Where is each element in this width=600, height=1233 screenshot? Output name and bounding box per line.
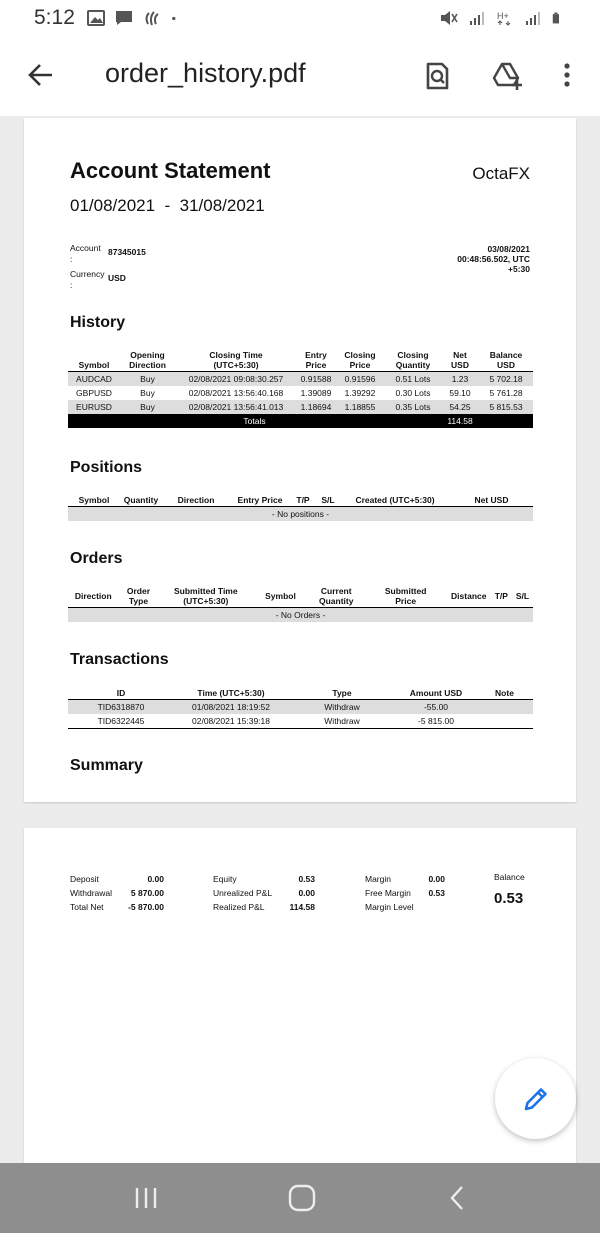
history-cell: 02/08/2021 13:56:40.168 [188, 388, 284, 398]
transactions-col-header: ID [116, 688, 126, 698]
history-row [68, 386, 533, 400]
summary-col-1 [70, 872, 164, 914]
orders-col-header [491, 585, 512, 608]
header-line: Quantity [395, 360, 431, 370]
balance-value: 0.53 [494, 890, 524, 907]
transaction-row [68, 700, 533, 715]
history-col-header [120, 349, 175, 372]
summary-key: Margin [365, 874, 391, 884]
add-to-drive-icon[interactable] [490, 56, 526, 96]
positions-col-header: Entry Price [237, 495, 283, 505]
history-totals-row [68, 414, 533, 428]
transactions-col-header: Type [332, 688, 352, 698]
statement-date-range: 01/08/2021 - 31/08/2021 [70, 196, 265, 215]
header-line: Direction [74, 591, 112, 601]
summary-row [70, 900, 164, 914]
search-document-icon[interactable] [420, 56, 454, 96]
header-line: Symbol [265, 591, 296, 601]
transactions-heading: Transactions [70, 651, 169, 668]
positions-col-header: Symbol [78, 495, 110, 505]
home-icon[interactable] [282, 1183, 322, 1213]
header-line: (UTC+5:30) [213, 360, 259, 370]
summary-key: Equity [213, 874, 237, 884]
header-line: USD [497, 360, 515, 370]
history-cell: 59.10 [449, 388, 471, 398]
history-cell: 0.91596 [335, 372, 385, 387]
history-cell: 1.39089 [300, 388, 332, 398]
pdf-page-2 [24, 828, 576, 1168]
history-cell: Buy [120, 372, 175, 387]
transactions-col-header: Amount USD [409, 688, 463, 698]
statement-generated-date [457, 244, 530, 274]
history-row [68, 372, 533, 387]
header-line: Distance [451, 591, 487, 601]
summary-value: 0.53 [428, 888, 445, 898]
summary-value: 0.53 [298, 874, 315, 884]
header-line: Quantity [318, 596, 354, 606]
positions-col-header: Quantity [123, 495, 159, 505]
history-col-header [479, 349, 533, 372]
history-cell: Buy [120, 400, 175, 414]
header-line: Opening [130, 350, 165, 360]
header-line: Direction [129, 360, 166, 370]
navigation-bar [0, 1163, 600, 1233]
history-cell: 0.91588 [297, 372, 335, 387]
signal-icon [468, 10, 486, 26]
header-line: Entry [305, 350, 327, 360]
header-line: Closing Time [209, 350, 263, 360]
positions-table [68, 494, 533, 521]
orders-col-header [118, 585, 158, 608]
currency-colon: : [70, 280, 73, 290]
header-line: Submitted [384, 586, 427, 596]
header-line: Closing [344, 350, 376, 360]
history-cell: 02/08/2021 09:08:30.257 [175, 372, 297, 387]
header-line: Balance [489, 350, 523, 360]
currency-value: USD [108, 273, 126, 283]
history-row [68, 400, 533, 414]
summary-value: -5 870.00 [128, 902, 164, 912]
header-line: T/P [494, 591, 508, 601]
history-cell: 1.18694 [297, 400, 335, 414]
transaction-cell: TID6322445 [68, 714, 174, 729]
history-cell: 54.25 [441, 400, 479, 414]
header-line: Symbol [78, 360, 110, 370]
header-line: Order [126, 586, 151, 596]
transaction-cell: -5 815.00 [396, 714, 476, 729]
header-line: (UTC+5:30) [183, 596, 229, 606]
broker-name: OctaFX [472, 164, 530, 183]
summary-value: 5 870.00 [130, 888, 164, 898]
message-icon [115, 10, 133, 26]
transaction-cell: 02/08/2021 15:39:18 [174, 714, 288, 729]
positions-col-header: S/L [321, 495, 335, 505]
orders-table [68, 585, 533, 622]
transaction-row [68, 714, 533, 729]
history-cell: 5 815.53 [479, 400, 533, 414]
positions-col-header: Created (UTC+5:30) [355, 495, 435, 505]
summary-value: 0.00 [147, 874, 164, 884]
document-title: order_history.pdf [105, 58, 306, 88]
history-cell: 1.18855 [335, 400, 385, 414]
summary-value: 0.00 [428, 874, 445, 884]
svg-text:H+: H+ [497, 11, 509, 21]
summary-key: Deposit [70, 874, 99, 884]
image-icon [87, 10, 105, 26]
header-line: Submitted Time [173, 586, 238, 596]
history-cell: EURUSD [68, 400, 120, 414]
account-label: Account [70, 243, 101, 253]
positions-col-header: Net USD [474, 495, 509, 505]
summary-row [70, 872, 164, 886]
status-time: 5:12 [34, 6, 75, 29]
summary-col-3 [365, 872, 445, 914]
summary-row [213, 886, 315, 900]
transaction-cell: Withdraw [288, 714, 396, 729]
history-col-header [297, 349, 335, 372]
orders-col-header [308, 585, 365, 608]
summary-row [365, 900, 445, 914]
summary-key: Total Net [70, 902, 104, 912]
transaction-cell [476, 714, 533, 729]
edit-fab-button[interactable] [495, 1058, 576, 1139]
summary-key: Unrealized P&L [213, 888, 273, 898]
history-cell: 1.23 [441, 372, 479, 387]
transaction-cell [476, 700, 533, 715]
back-arrow-icon[interactable] [26, 60, 56, 90]
balance-label: Balance [494, 872, 525, 882]
summary-key: Withdrawal [70, 888, 113, 898]
history-cell: Buy [140, 388, 155, 398]
currency-label: Currency [70, 269, 105, 279]
pdf-page-1 [24, 118, 576, 802]
transactions-col-header: Note [495, 688, 514, 698]
history-col-header [385, 349, 441, 372]
totals-label: Totals [68, 414, 441, 428]
signal-icon-2 [524, 10, 542, 26]
header-line: Net [453, 350, 467, 360]
more-options-icon[interactable] [555, 56, 579, 96]
history-cell: 0.35 Lots [385, 400, 441, 414]
summary-row [70, 886, 164, 900]
history-col-header [175, 349, 297, 372]
header-line: Type [128, 596, 149, 606]
orders-col-header [512, 585, 533, 608]
header-line: Price [305, 360, 327, 370]
generated-timezone: +5:30 [508, 264, 530, 274]
history-col-header [441, 349, 479, 372]
battery-icon [552, 10, 566, 26]
no-orders-text: - No Orders - [68, 608, 533, 623]
summary-row [213, 900, 315, 914]
header-line: Closing [397, 350, 429, 360]
generated-time: 00:48:56.502, UTC [457, 254, 530, 264]
header-line: Current [320, 586, 352, 596]
transaction-cell: 01/08/2021 18:19:52 [174, 700, 288, 715]
transaction-cell: Withdraw [288, 700, 396, 715]
dot-icon [171, 10, 181, 26]
mute-icon [440, 10, 458, 26]
summary-value: 114.58 [289, 902, 315, 912]
orders-col-header [253, 585, 308, 608]
history-cell: 1.39292 [344, 388, 376, 398]
summary-key: Margin Level [365, 902, 414, 912]
transaction-cell: TID6318870 [68, 700, 174, 715]
history-col-header [68, 349, 120, 372]
account-number: 87345015 [108, 247, 146, 257]
no-positions-text: - No positions - [68, 507, 533, 522]
summary-value: 0.00 [298, 888, 315, 898]
back-nav-icon[interactable] [438, 1183, 478, 1213]
positions-col-header: Direction [177, 495, 215, 505]
app-bar [0, 36, 600, 116]
summary-row [365, 886, 445, 900]
history-cell: 0.51 Lots [385, 372, 441, 387]
generated-date: 03/08/2021 [487, 244, 530, 254]
orders-col-header [68, 585, 118, 608]
summary-key: Free Margin [365, 888, 411, 898]
account-info [70, 243, 146, 295]
summary-row [213, 872, 315, 886]
history-cell: GBPUSD [76, 388, 112, 398]
header-line: Price [349, 360, 371, 370]
totals-net: 114.58 [441, 414, 479, 428]
orders-col-header [447, 585, 491, 608]
summary-key: Realized P&L [213, 902, 265, 912]
summary-row [365, 872, 445, 886]
transactions-col-header: Time (UTC+5:30) [197, 688, 265, 698]
header-line: Price [395, 596, 417, 606]
history-cell: AUDCAD [68, 372, 120, 387]
hplus-icon [496, 10, 514, 26]
history-cell: 5 761.28 [489, 388, 523, 398]
recent-apps-icon[interactable] [126, 1183, 166, 1213]
history-cell: 02/08/2021 13:56:41.013 [175, 400, 297, 414]
header-line: USD [451, 360, 469, 370]
orders-heading: Orders [70, 550, 123, 567]
status-bar [0, 0, 600, 36]
transaction-cell: -55.00 [396, 700, 476, 715]
history-heading: History [70, 314, 126, 331]
pencil-icon [521, 1084, 551, 1114]
history-cell: 5 702.18 [479, 372, 533, 387]
account-colon: : [70, 254, 73, 264]
orders-col-header [158, 585, 253, 608]
header-line: S/L [515, 591, 530, 601]
history-table [68, 349, 533, 428]
history-cell: 0.30 Lots [395, 388, 431, 398]
summary-heading: Summary [70, 757, 143, 774]
positions-col-header: T/P [296, 495, 310, 505]
history-col-header [335, 349, 385, 372]
totals-balance [479, 414, 533, 428]
transactions-table [68, 687, 533, 729]
orders-col-header [365, 585, 447, 608]
statement-title: Account Statement [70, 158, 271, 183]
wave-icon [143, 10, 161, 26]
summary-col-2 [213, 872, 315, 914]
positions-heading: Positions [70, 459, 143, 476]
